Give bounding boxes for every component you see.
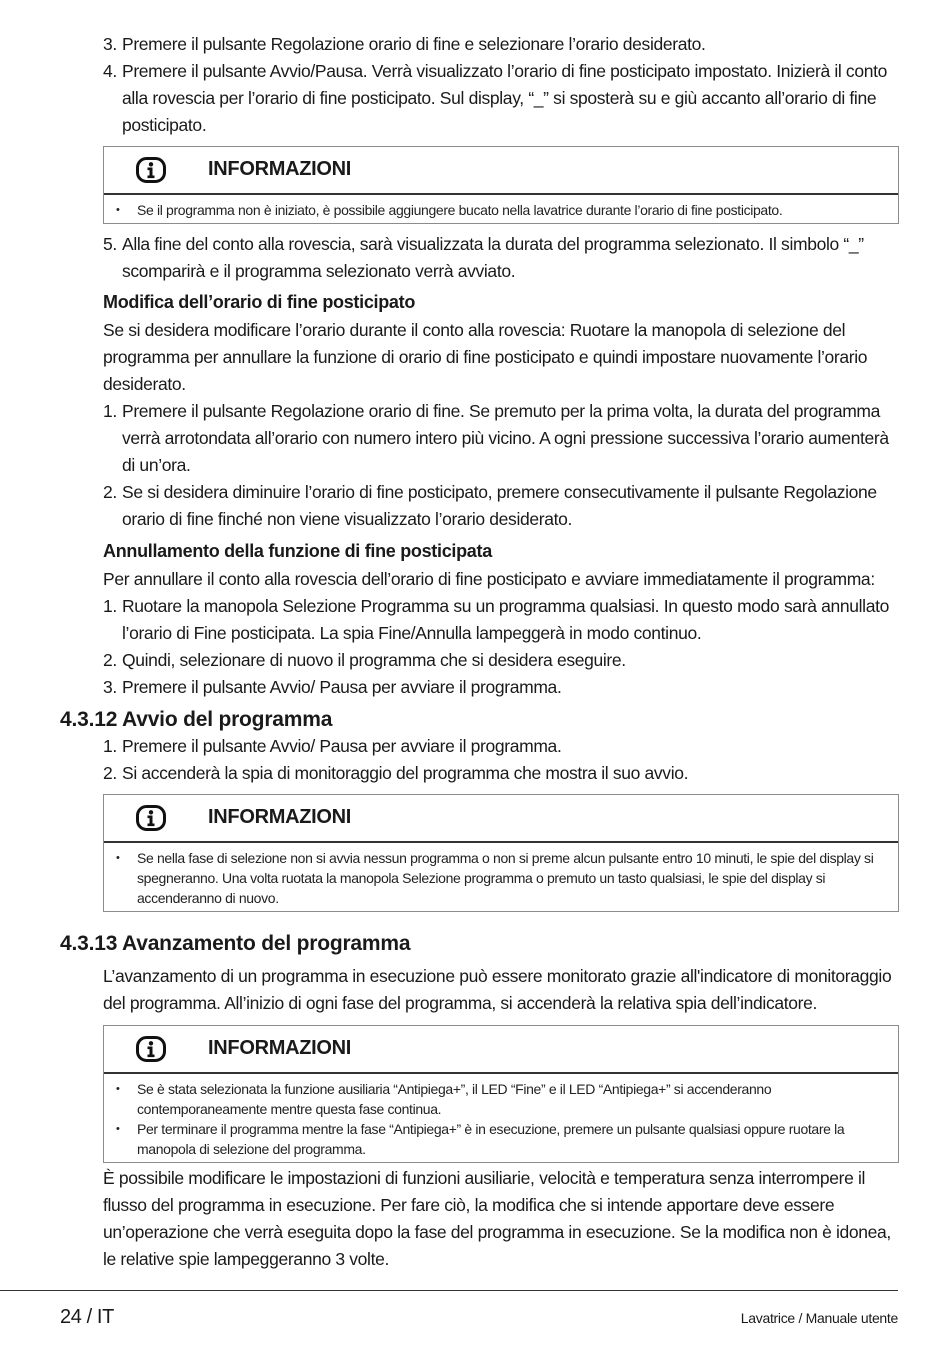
info-box-title: INFORMAZIONI: [208, 158, 352, 180]
info-bullet: • Per terminare il programma mentre la fase “Antipiega+” è in esecuzione, premere un pulsante qualsiasi oppure ruotare la manopola di selezione del programma.: [116, 1119, 878, 1159]
info-icon: [136, 805, 166, 831]
info-bullet: • Se è stata selezionata la funzione ausiliaria “Antipiega+”, il LED “Fine” e il LED “Antipiega+” si accenderanno contemporaneamente mentre questa fase continua.: [116, 1079, 878, 1119]
list-item: 2. Quindi, selezionare di nuovo il programma che si desidera eseguire.: [103, 650, 626, 670]
list-item: 3. Premere il pulsante Avvio/ Pausa per avviare il programma.: [103, 677, 562, 697]
info-box-header: [104, 1026, 898, 1074]
subheading-modify: Modifica dell’orario di fine posticipato: [103, 292, 416, 312]
closing-paragraph: È possibile modificare le impostazioni di funzioni ausiliarie, velocità e temperatura senza interrompere il flusso del programma in esecuzione. Per fare ciò, la modifica che si intende apportare deve essere un’operazione che verrà eseguita dopo la fase del programma in esecuzione. Se la modifica non è idonea, le relative spie lampeggeranno 3 volte.: [103, 1168, 891, 1269]
page-number: 24 / IT: [60, 1306, 114, 1328]
step-list-a: [103, 31, 903, 139]
info-icon: [136, 157, 166, 183]
cancel-intro: Per annullare il conto alla rovescia dell’orario di fine posticipato e avviare immediatamente il programma:: [103, 569, 875, 589]
info-box-title: INFORMAZIONI: [208, 1037, 352, 1059]
section-heading-4312: 4.3.12 Avvio del programma: [60, 708, 333, 731]
list-item: 2. Si accenderà la spia di monitoraggio del programma che mostra il suo avvio.: [103, 763, 689, 783]
list-item: 5. Alla fine del conto alla rovescia, sarà visualizzata la durata del programma selezionato. Il simbolo “_” scomparirà e il programma selezionato verrà avviato.: [103, 234, 864, 281]
info-bullet: • Se nella fase di selezione non si avvia nessun programma o non si preme alcun pulsante entro 10 minuti, le spie del display si spegneranno. Una volta ruotata la manopola Selezione programma o premuto un tasto qualsiasi, le spie del display si accenderanno di nuovo.: [116, 848, 878, 908]
start-steps: [103, 733, 903, 787]
list-item: 4. Premere il pulsante Avvio/Pausa. Verrà visualizzato l’orario di fine posticipato impostato. Inizierà il conto alla rovescia per l’orario di fine posticipato. Sul display, “_” si sposterà su e giù accanto all’orario di fine posticipato.: [103, 61, 887, 135]
info-box-header: [104, 147, 898, 195]
progress-intro: L’avanzamento di un programma in esecuzione può essere monitorato grazie all'indicatore di monitoraggio del programma. All’inizio di ogni fase del programma, si accenderà la relativa spia dell’indicatore.: [103, 966, 892, 1013]
footer-divider: [0, 1290, 898, 1291]
info-box-body: [104, 1074, 898, 1162]
modify-steps: [103, 398, 903, 533]
step-list-b: [103, 231, 903, 285]
info-box: [103, 794, 899, 912]
list-item: 3. Premere il pulsante Regolazione orario di fine e selezionare l’orario desiderato.: [103, 34, 706, 54]
info-box-body: [104, 195, 898, 223]
info-bullet: • Se il programma non è iniziato, è possibile aggiungere bucato nella lavatrice durante l’orario di fine posticipato.: [116, 200, 878, 220]
section-heading-4313: 4.3.13 Avanzamento del programma: [60, 932, 411, 955]
subheading-cancel: Annullamento della funzione di fine posticipata: [103, 541, 492, 561]
list-item: 1. Ruotare la manopola Selezione Programma su un programma qualsiasi. In questo modo sarà annullato l’orario di Fine posticipata. La spia Fine/Annulla lampeggerà in modo continuo.: [103, 596, 889, 643]
info-box-body: [104, 843, 898, 911]
list-item: 1. Premere il pulsante Avvio/ Pausa per avviare il programma.: [103, 736, 562, 756]
info-box-title: INFORMAZIONI: [208, 806, 352, 828]
info-icon: [136, 1036, 166, 1062]
list-item: 2. Se si desidera diminuire l’orario di fine posticipato, premere consecutivamente il pulsante Regolazione orario di fine finché non viene visualizzato l’orario desiderato.: [103, 482, 877, 529]
cancel-steps: [103, 593, 903, 701]
info-box-header: [104, 795, 898, 843]
footer-doc-title: Lavatrice / Manuale utente: [740, 1310, 898, 1326]
info-box: [103, 1025, 899, 1163]
modify-intro: Se si desidera modificare l’orario durante il conto alla rovescia: Ruotare la manopola di selezione del programma per annullare la funzione di orario di fine posticipato e quindi impostare nuovamente l’orario desiderato.: [103, 320, 868, 394]
info-box: [103, 146, 899, 224]
list-item: 1. Premere il pulsante Regolazione orario di fine. Se premuto per la prima volta, la durata del programma verrà arrotondata all’orario con numero intero più vicino. A ogni pressione successiva l’orario aumenterà di un’ora.: [103, 401, 889, 475]
